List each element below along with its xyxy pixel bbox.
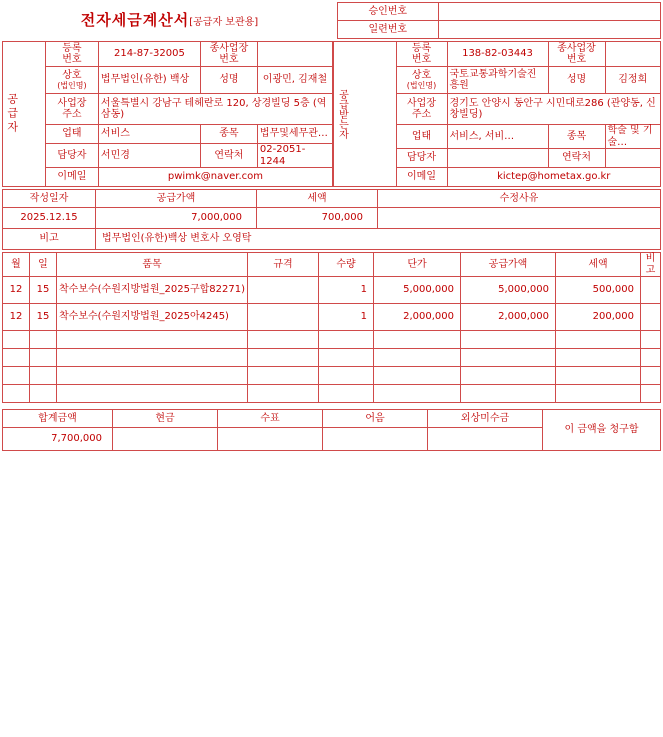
cell-price	[374, 349, 461, 367]
table-row	[3, 331, 661, 349]
buyer-contact-value	[605, 149, 661, 168]
cell-tax: 200,000	[556, 304, 641, 331]
claim-text: 이 금액을 청구함	[543, 410, 661, 451]
credit-value	[428, 428, 543, 451]
cell-day	[30, 331, 57, 349]
cell-note	[641, 277, 661, 304]
tax-amount-value: 700,000	[257, 208, 378, 229]
cell-itemname: 착수보수(수원지방법원_2025구합82271)	[57, 277, 248, 304]
supplier-email-value: pwimk@naver.com	[98, 168, 332, 187]
cell-tax: 500,000	[556, 277, 641, 304]
col-price: 단가	[374, 253, 461, 277]
tax-invoice-sheet	[0, 2, 663, 445]
supplier-reg-value: 214-87-32005	[98, 42, 200, 67]
check-value	[218, 428, 323, 451]
table-row	[3, 304, 661, 331]
cell-month	[3, 385, 30, 403]
cell-day	[30, 385, 57, 403]
cell-itemname	[57, 331, 248, 349]
cell-price: 5,000,000	[374, 277, 461, 304]
check-label: 수표	[218, 410, 323, 428]
supplier-item-value: 법무및세무관…	[257, 125, 332, 144]
note-value: 법무법인(유한)백상 변호사 오영탁	[96, 229, 661, 250]
buyer-subbiz-value	[605, 42, 661, 67]
col-qty: 수량	[319, 253, 374, 277]
cell-day: 15	[30, 277, 57, 304]
parties-area	[2, 41, 661, 187]
credit-label: 외상미수금	[428, 410, 543, 428]
supplier-name-label: 상호 (법인명)	[45, 67, 98, 94]
promissory-note-value	[323, 428, 428, 451]
cell-price	[374, 331, 461, 349]
col-spec: 규격	[248, 253, 319, 277]
promissory-note-label: 어음	[323, 410, 428, 428]
total-amount-label: 합계금액	[3, 410, 113, 428]
supplier-bizcond-label: 업태	[45, 125, 98, 144]
buyer-address-value: 경기도 안양시 동안구 시민대로286 (관양동, 신창빌딩)	[447, 94, 661, 125]
supply-amount-label: 공급가액	[96, 190, 257, 208]
supply-amount-value: 7,000,000	[96, 208, 257, 229]
col-supply: 공급가액	[461, 253, 556, 277]
buyer-email-label: 이메일	[396, 168, 447, 187]
buyer-address-label: 사업장 주소	[396, 94, 447, 125]
cell-supply: 2,000,000	[461, 304, 556, 331]
supplier-subbiz-label: 종사업장 번호	[200, 42, 257, 67]
table-row	[3, 385, 661, 403]
supplier-reg-label: 등록 번호	[45, 42, 98, 67]
note-label: 비고	[3, 229, 96, 250]
cell-day	[30, 349, 57, 367]
cell-supply: 5,000,000	[461, 277, 556, 304]
approval-number-value	[438, 3, 660, 21]
cell-qty: 1	[319, 304, 374, 331]
cell-qty	[319, 331, 374, 349]
cell-note	[641, 304, 661, 331]
buyer-name-label: 상호 (법인명)	[396, 67, 447, 94]
buyer-side-label: 공급받는자	[334, 42, 397, 187]
table-row	[3, 367, 661, 385]
total-amount-value: 7,700,000	[3, 428, 113, 451]
tax-amount-label: 세액	[257, 190, 378, 208]
cell-spec	[248, 385, 319, 403]
cell-day	[30, 367, 57, 385]
cell-itemname: 착수보수(수원지방법원_2025아4245)	[57, 304, 248, 331]
supplier-contact-value: 02-2051-1244	[257, 144, 332, 168]
supplier-charge-label: 담당자	[45, 144, 98, 168]
supplier-address-value: 서울특별시 강남구 테헤란로 120, 상경빌딩 5층 (역삼동)	[98, 94, 332, 125]
buyer-charge-value	[447, 149, 548, 168]
table-row	[3, 349, 661, 367]
supplier-contact-label: 연락처	[200, 144, 257, 168]
supplier-name-value: 법무법인(유한) 백상	[98, 67, 200, 94]
buyer-contact-label: 연락처	[548, 149, 605, 168]
cell-spec	[248, 367, 319, 385]
cell-qty	[319, 385, 374, 403]
cell-qty: 1	[319, 277, 374, 304]
cell-supply	[461, 349, 556, 367]
supplier-address-label: 사업장 주소	[45, 94, 98, 125]
buyer-block	[333, 41, 661, 187]
cell-tax	[556, 385, 641, 403]
page-title: 전자세금계산서	[80, 10, 190, 29]
col-itemname: 품목	[57, 253, 248, 277]
cell-spec	[248, 277, 319, 304]
buyer-charge-label: 담당자	[396, 149, 447, 168]
cell-month	[3, 331, 30, 349]
serial-number-label: 일련번호	[337, 21, 438, 39]
cell-price	[374, 367, 461, 385]
col-note: 비고	[641, 253, 661, 277]
cell-price: 2,000,000	[374, 304, 461, 331]
col-day: 일	[30, 253, 57, 277]
buyer-item-label: 종목	[548, 125, 605, 149]
cell-month: 12	[3, 277, 30, 304]
cell-qty	[319, 349, 374, 367]
cash-value	[113, 428, 218, 451]
cell-note	[641, 385, 661, 403]
cash-label: 현금	[113, 410, 218, 428]
table-row	[3, 277, 661, 304]
buyer-bizcond-value: 서비스, 서비…	[447, 125, 548, 149]
buyer-rep-label: 성명	[548, 67, 605, 94]
cell-qty	[319, 367, 374, 385]
supplier-rep-value: 이광민, 김재철	[257, 67, 332, 94]
title-cell	[2, 2, 337, 39]
cell-price	[374, 385, 461, 403]
supplier-charge-value: 서민경	[98, 144, 200, 168]
write-date-value: 2025.12.15	[3, 208, 96, 229]
cell-tax	[556, 331, 641, 349]
col-month: 월	[3, 253, 30, 277]
cell-itemname	[57, 349, 248, 367]
cell-supply	[461, 385, 556, 403]
cell-spec	[248, 304, 319, 331]
cell-month	[3, 367, 30, 385]
cell-supply	[461, 367, 556, 385]
buyer-name-value: 국토교통과학기술진흥원	[447, 67, 548, 94]
amend-reason-value	[378, 208, 661, 229]
header-area	[2, 2, 661, 39]
cell-itemname	[57, 367, 248, 385]
serial-number-value	[438, 21, 660, 39]
approval-number-label: 승인번호	[337, 3, 438, 21]
supplier-bizcond-value: 서비스	[98, 125, 200, 144]
buyer-item-value: 학술 및 기술…	[605, 125, 661, 149]
buyer-reg-value: 138-82-03443	[447, 42, 548, 67]
cell-tax	[556, 367, 641, 385]
cell-spec	[248, 331, 319, 349]
supplier-rep-label: 성명	[200, 67, 257, 94]
amend-reason-label: 수정사유	[378, 190, 661, 208]
summary-area	[2, 189, 661, 250]
cell-tax	[556, 349, 641, 367]
cell-note	[641, 331, 661, 349]
buyer-reg-label: 등록 번호	[396, 42, 447, 67]
write-date-label: 작성일자	[3, 190, 96, 208]
buyer-email-value: kictep@hometax.go.kr	[447, 168, 661, 187]
buyer-subbiz-label: 종사업장 번호	[548, 42, 605, 67]
supplier-item-label: 종목	[200, 125, 257, 144]
cell-month	[3, 349, 30, 367]
supplier-email-label: 이메일	[45, 168, 98, 187]
cell-itemname	[57, 385, 248, 403]
supplier-side-label: 공급자	[3, 42, 46, 187]
buyer-rep-value: 김정희	[605, 67, 661, 94]
cell-note	[641, 367, 661, 385]
approval-block	[337, 2, 661, 39]
cell-note	[641, 349, 661, 367]
supplier-subbiz-value	[257, 42, 332, 67]
buyer-bizcond-label: 업태	[396, 125, 447, 149]
cell-day: 15	[30, 304, 57, 331]
footer-area	[2, 409, 661, 451]
item-table	[2, 252, 661, 403]
cell-spec	[248, 349, 319, 367]
page-title-suffix: [공급자 보관용]	[189, 16, 259, 28]
col-tax: 세액	[556, 253, 641, 277]
supplier-block	[2, 41, 333, 187]
cell-supply	[461, 331, 556, 349]
cell-month: 12	[3, 304, 30, 331]
